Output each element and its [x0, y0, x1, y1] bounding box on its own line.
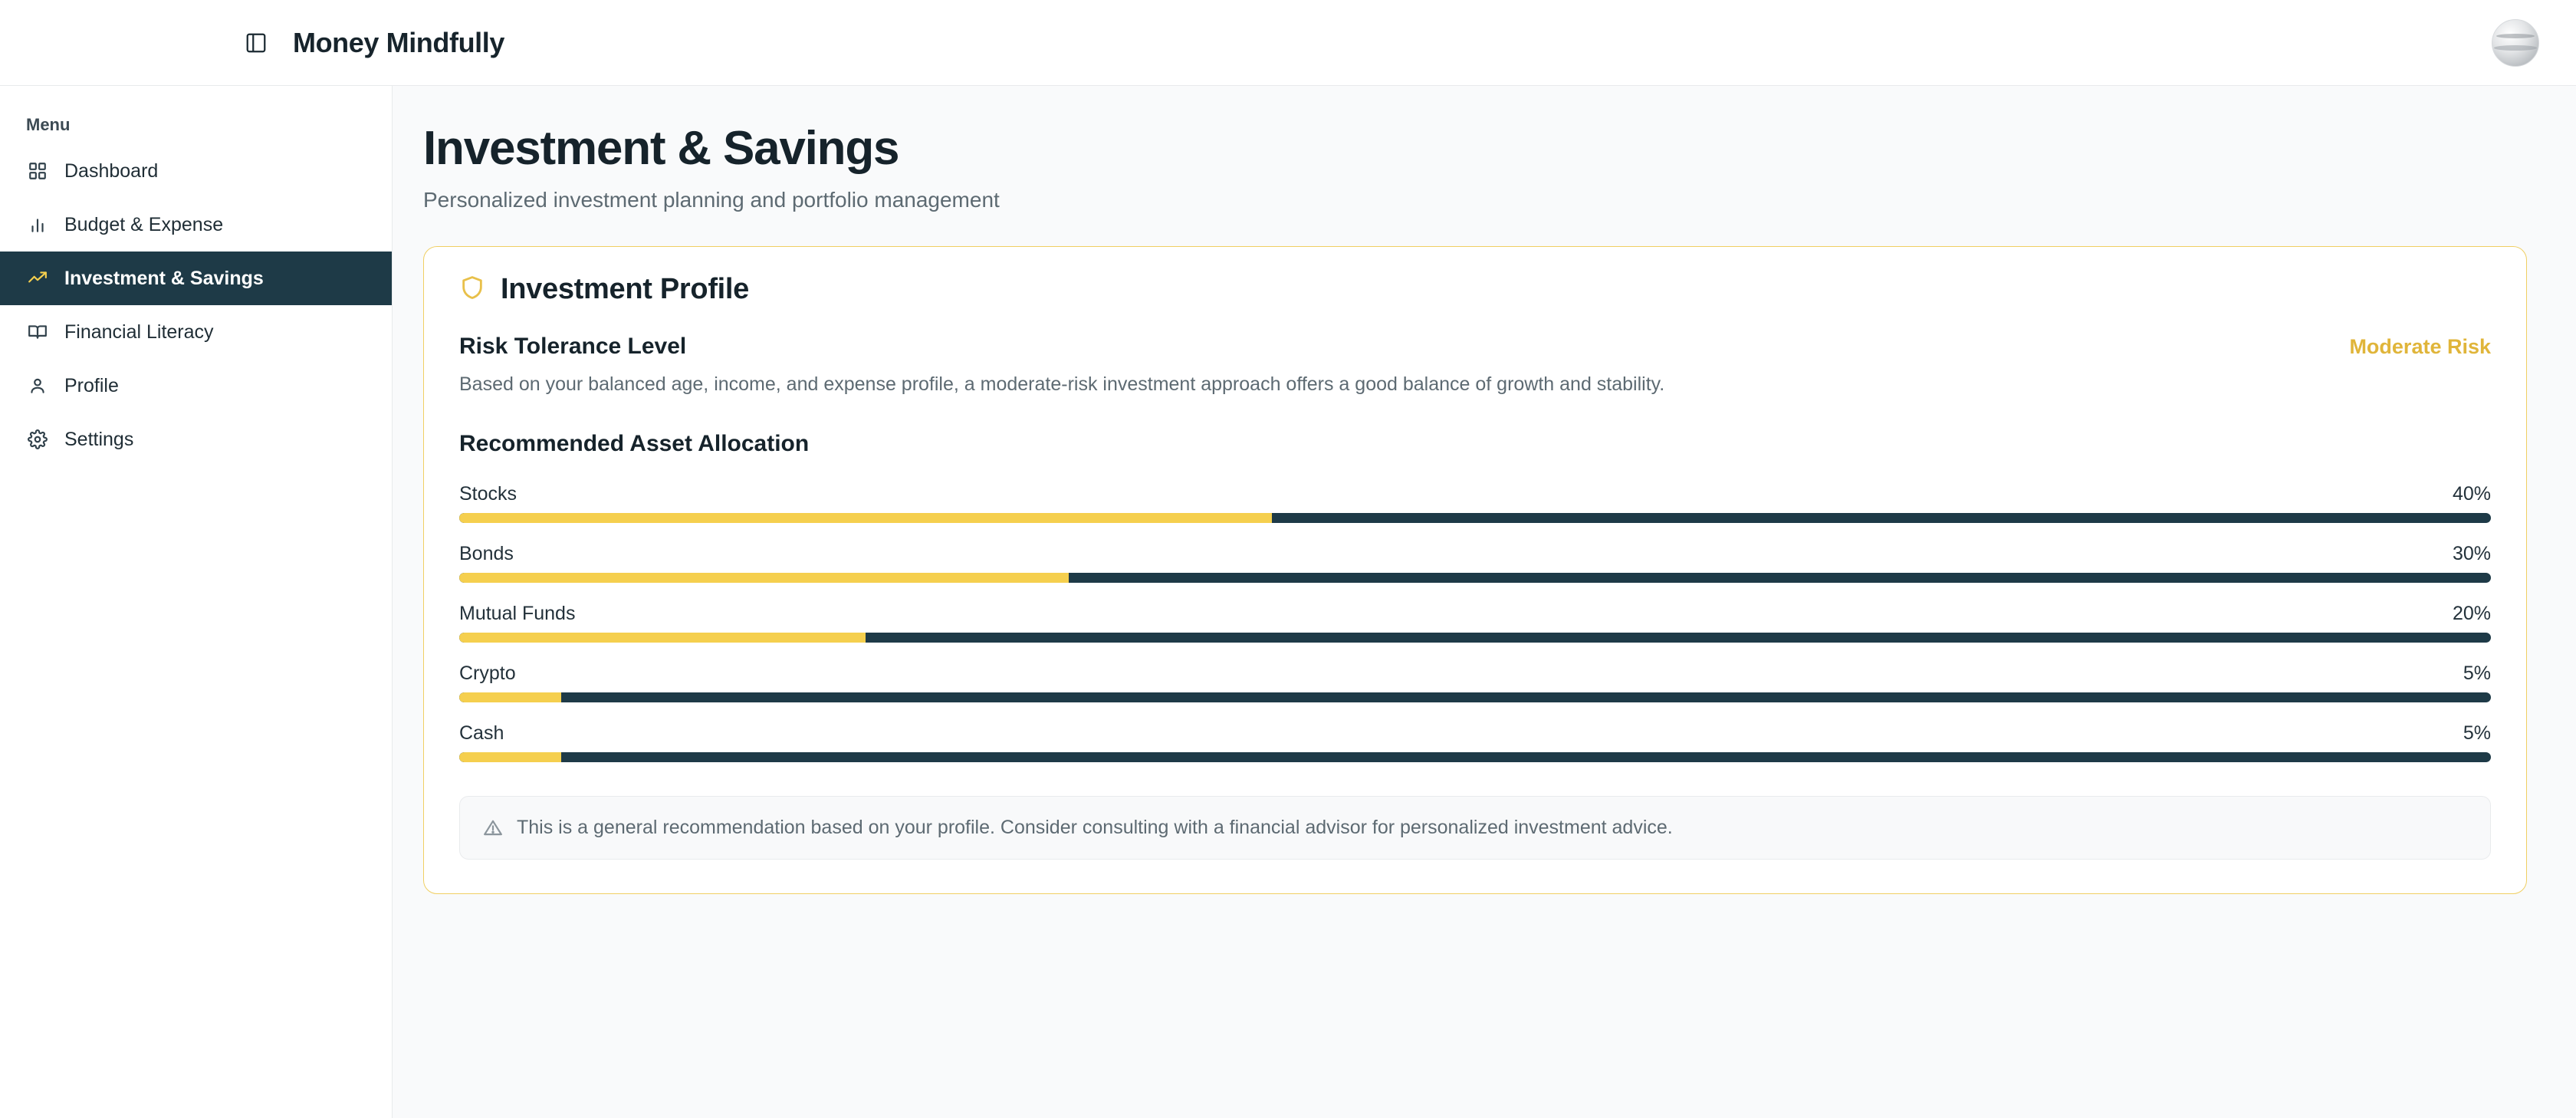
- allocation-bar-track: [459, 752, 2491, 762]
- avatar[interactable]: [2492, 19, 2539, 67]
- allocation-bar-track: [459, 692, 2491, 702]
- page-title: Investment & Savings: [423, 122, 899, 175]
- card-header: [459, 273, 2491, 306]
- book-open-icon: [26, 321, 49, 344]
- list-item: [459, 722, 2491, 762]
- risk-tolerance-label: Risk Tolerance Level: [459, 334, 687, 360]
- allocation-bar-fill: [459, 752, 561, 762]
- allocation-bar-fill: [459, 573, 1069, 583]
- app-body: [0, 86, 2576, 1118]
- grid-icon: [26, 159, 49, 182]
- allocation-name: Mutual Funds: [459, 603, 576, 625]
- list-item: [459, 483, 2491, 523]
- list-item: [459, 603, 2491, 643]
- risk-tolerance-description: Based on your balanced age, income, and expense profile, a moderate-risk investment approach offers a good balance of growth and stability.: [459, 373, 1665, 396]
- allocation-bar-fill: [459, 633, 866, 643]
- status-badge: Moderate Risk: [2349, 334, 2491, 358]
- card-title: Investment Profile: [501, 273, 750, 306]
- main-content: [393, 86, 2576, 1118]
- user-icon: [26, 374, 49, 397]
- sidebar-toggle-icon[interactable]: [239, 26, 273, 60]
- allocation-percent: 20%: [2452, 603, 2491, 625]
- risk-tolerance-row: [459, 334, 2491, 360]
- trending-up-icon: [26, 267, 49, 290]
- bar-chart-icon: [26, 213, 49, 236]
- allocation-bar-fill: [459, 692, 561, 702]
- sidebar-item-label: Budget & Expense: [64, 213, 224, 235]
- top-bar: [0, 0, 2576, 86]
- list-item: [459, 663, 2491, 702]
- sidebar-item-label: Financial Literacy: [64, 321, 214, 343]
- gear-icon: [26, 428, 49, 451]
- allocation-name: Crypto: [459, 663, 516, 685]
- allocation-list: [459, 483, 2491, 762]
- top-bar-right: [2492, 19, 2539, 67]
- sidebar-item-label: Settings: [64, 428, 134, 450]
- sidebar-item-label: Dashboard: [64, 159, 159, 182]
- allocation-bar-track: [459, 573, 2491, 583]
- allocation-percent: 5%: [2463, 663, 2491, 685]
- allocation-bar-fill: [459, 513, 1272, 523]
- allocation-bar-track: [459, 513, 2491, 523]
- allocation-bar-track: [459, 633, 2491, 643]
- allocation-percent: 5%: [2463, 722, 2491, 745]
- allocation-title: Recommended Asset Allocation: [459, 431, 810, 457]
- allocation-name: Bonds: [459, 543, 514, 565]
- sidebar-menu-label: Menu: [26, 115, 71, 134]
- sidebar-item-financial-literacy[interactable]: [0, 305, 392, 359]
- allocation-percent: 40%: [2452, 483, 2491, 505]
- sidebar-item-label: Profile: [64, 374, 119, 396]
- sidebar-item-settings[interactable]: [0, 413, 392, 466]
- sidebar-item-investment-savings[interactable]: [0, 252, 392, 305]
- sidebar-item-profile[interactable]: [0, 359, 392, 413]
- allocation-name: Cash: [459, 722, 504, 745]
- shield-icon: [459, 275, 485, 304]
- list-item: [459, 543, 2491, 583]
- sidebar-item-dashboard[interactable]: [0, 144, 392, 198]
- alert-triangle-icon: [483, 818, 503, 838]
- advice-note: [459, 796, 2491, 860]
- allocation-name: Stocks: [459, 483, 518, 505]
- page-subtitle: Personalized investment planning and portfolio management: [423, 188, 1000, 212]
- investment-profile-card: [423, 246, 2527, 894]
- sidebar-item-label: Investment & Savings: [64, 267, 264, 289]
- allocation-percent: 30%: [2452, 543, 2491, 565]
- advice-note-text: This is a general recommendation based on your profile. Consider consulting with a financial advisor for personalized investment advice.: [517, 817, 1673, 839]
- sidebar-item-budget-expense[interactable]: [0, 198, 392, 252]
- app-brand-title: Money Mindfully: [293, 26, 504, 58]
- sidebar: [0, 86, 393, 1118]
